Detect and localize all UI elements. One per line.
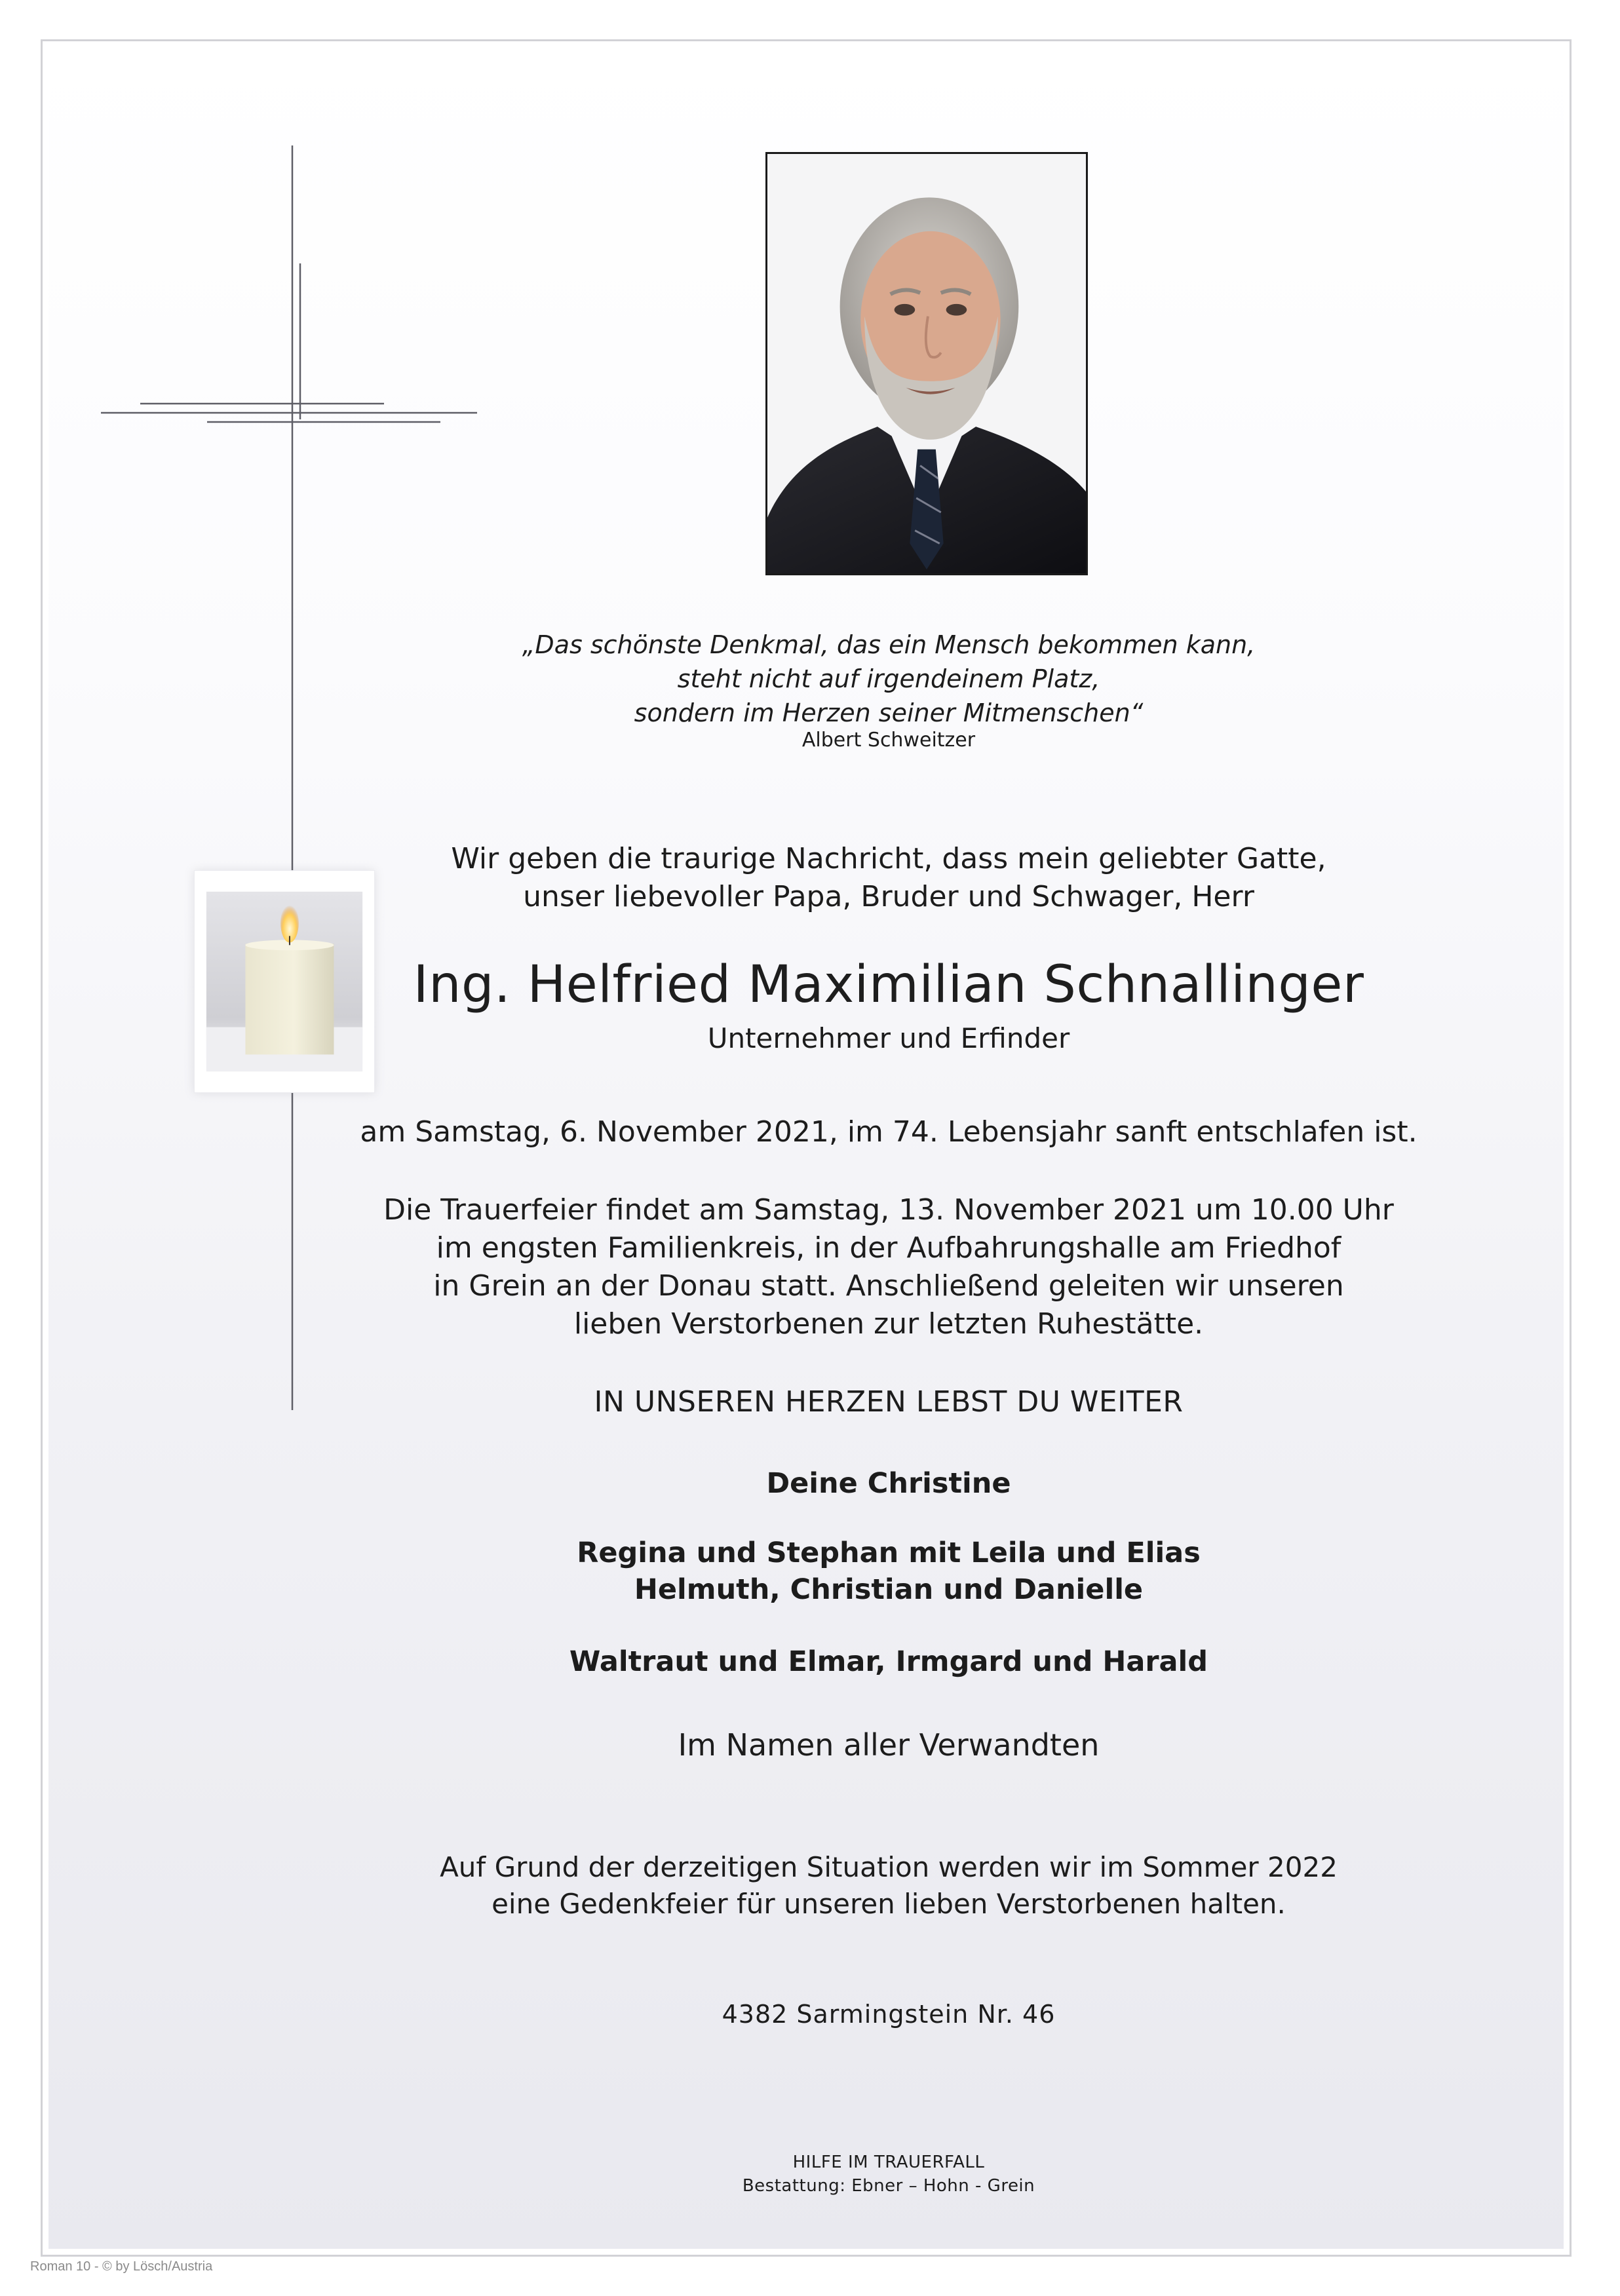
- intro-line: Wir geben die traurige Nachricht, dass mein geliebter Gatte,: [451, 842, 1326, 875]
- mourner-spouse: Deine Christine: [766, 1467, 1011, 1500]
- ceremony-line: lieben Verstorbenen zur letzten Ruhestätte.: [573, 1307, 1204, 1341]
- print-credit: Roman 10 - © by Lösch/Austria: [30, 2259, 213, 2274]
- death-notice: am Samstag, 6. November 2021, im 74. Lebensjahr sanft entschlafen ist.: [360, 1115, 1418, 1149]
- memorial-notice: [0, 1849, 1620, 1923]
- undertaker-name: Bestattung: Ebner – Hohn - Grein: [742, 2176, 1035, 2196]
- deceased-name: Ing. Helfried Maximilian Schnallinger: [413, 955, 1364, 1014]
- undertaker-title: HILFE IM TRAUERFALL: [792, 2152, 985, 2172]
- memorial-quote: [0, 628, 1620, 730]
- mourner-line: Helmuth, Christian und Danielle: [634, 1573, 1144, 1606]
- family-address: 4382 Sarmingstein Nr. 46: [722, 2000, 1056, 2029]
- ceremony-details: [0, 1191, 1620, 1343]
- deceased-profession: Unternehmer und Erfinder: [707, 1022, 1070, 1054]
- ceremony-line: im engsten Familienkreis, in der Aufbahrungshalle am Friedhof: [436, 1231, 1341, 1265]
- quote-line: sondern im Herzen seiner Mitmenschen“: [634, 698, 1144, 727]
- quote-author: Albert Schweitzer: [801, 729, 976, 752]
- memorial-line: Auf Grund der derzeitigen Situation werden wir im Sommer 2022: [440, 1851, 1338, 1883]
- mourner-siblings: Waltraut und Elmar, Irmgard und Harald: [569, 1645, 1208, 1678]
- portrait-photo: [765, 152, 1088, 575]
- quote-line: steht nicht auf irgendeinem Platz,: [677, 664, 1100, 693]
- quote-line: „Das schönste Denkmal, das ein Mensch bekommen kann,: [522, 630, 1256, 659]
- ceremony-line: in Grein an der Donau statt. Anschließend geleiten wir unseren: [433, 1269, 1344, 1303]
- intro-line: unser liebevoller Papa, Bruder und Schwager, Herr: [523, 880, 1254, 913]
- motto: IN UNSEREN HERZEN LEBST DU WEITER: [594, 1385, 1184, 1419]
- mourner-line: Regina und Stephan mit Leila und Elias: [577, 1537, 1201, 1569]
- undertaker-info: [0, 2151, 1620, 2198]
- intro-text: [0, 840, 1620, 916]
- memorial-line: eine Gedenkfeier für unseren lieben Verstorbenen halten.: [492, 1888, 1286, 1920]
- ceremony-line: Die Trauerfeier findet am Samstag, 13. November 2021 um 10.00 Uhr: [383, 1193, 1394, 1227]
- mourner-children: [0, 1535, 1620, 1608]
- mourner-relatives: Im Namen aller Verwandten: [678, 1727, 1100, 1763]
